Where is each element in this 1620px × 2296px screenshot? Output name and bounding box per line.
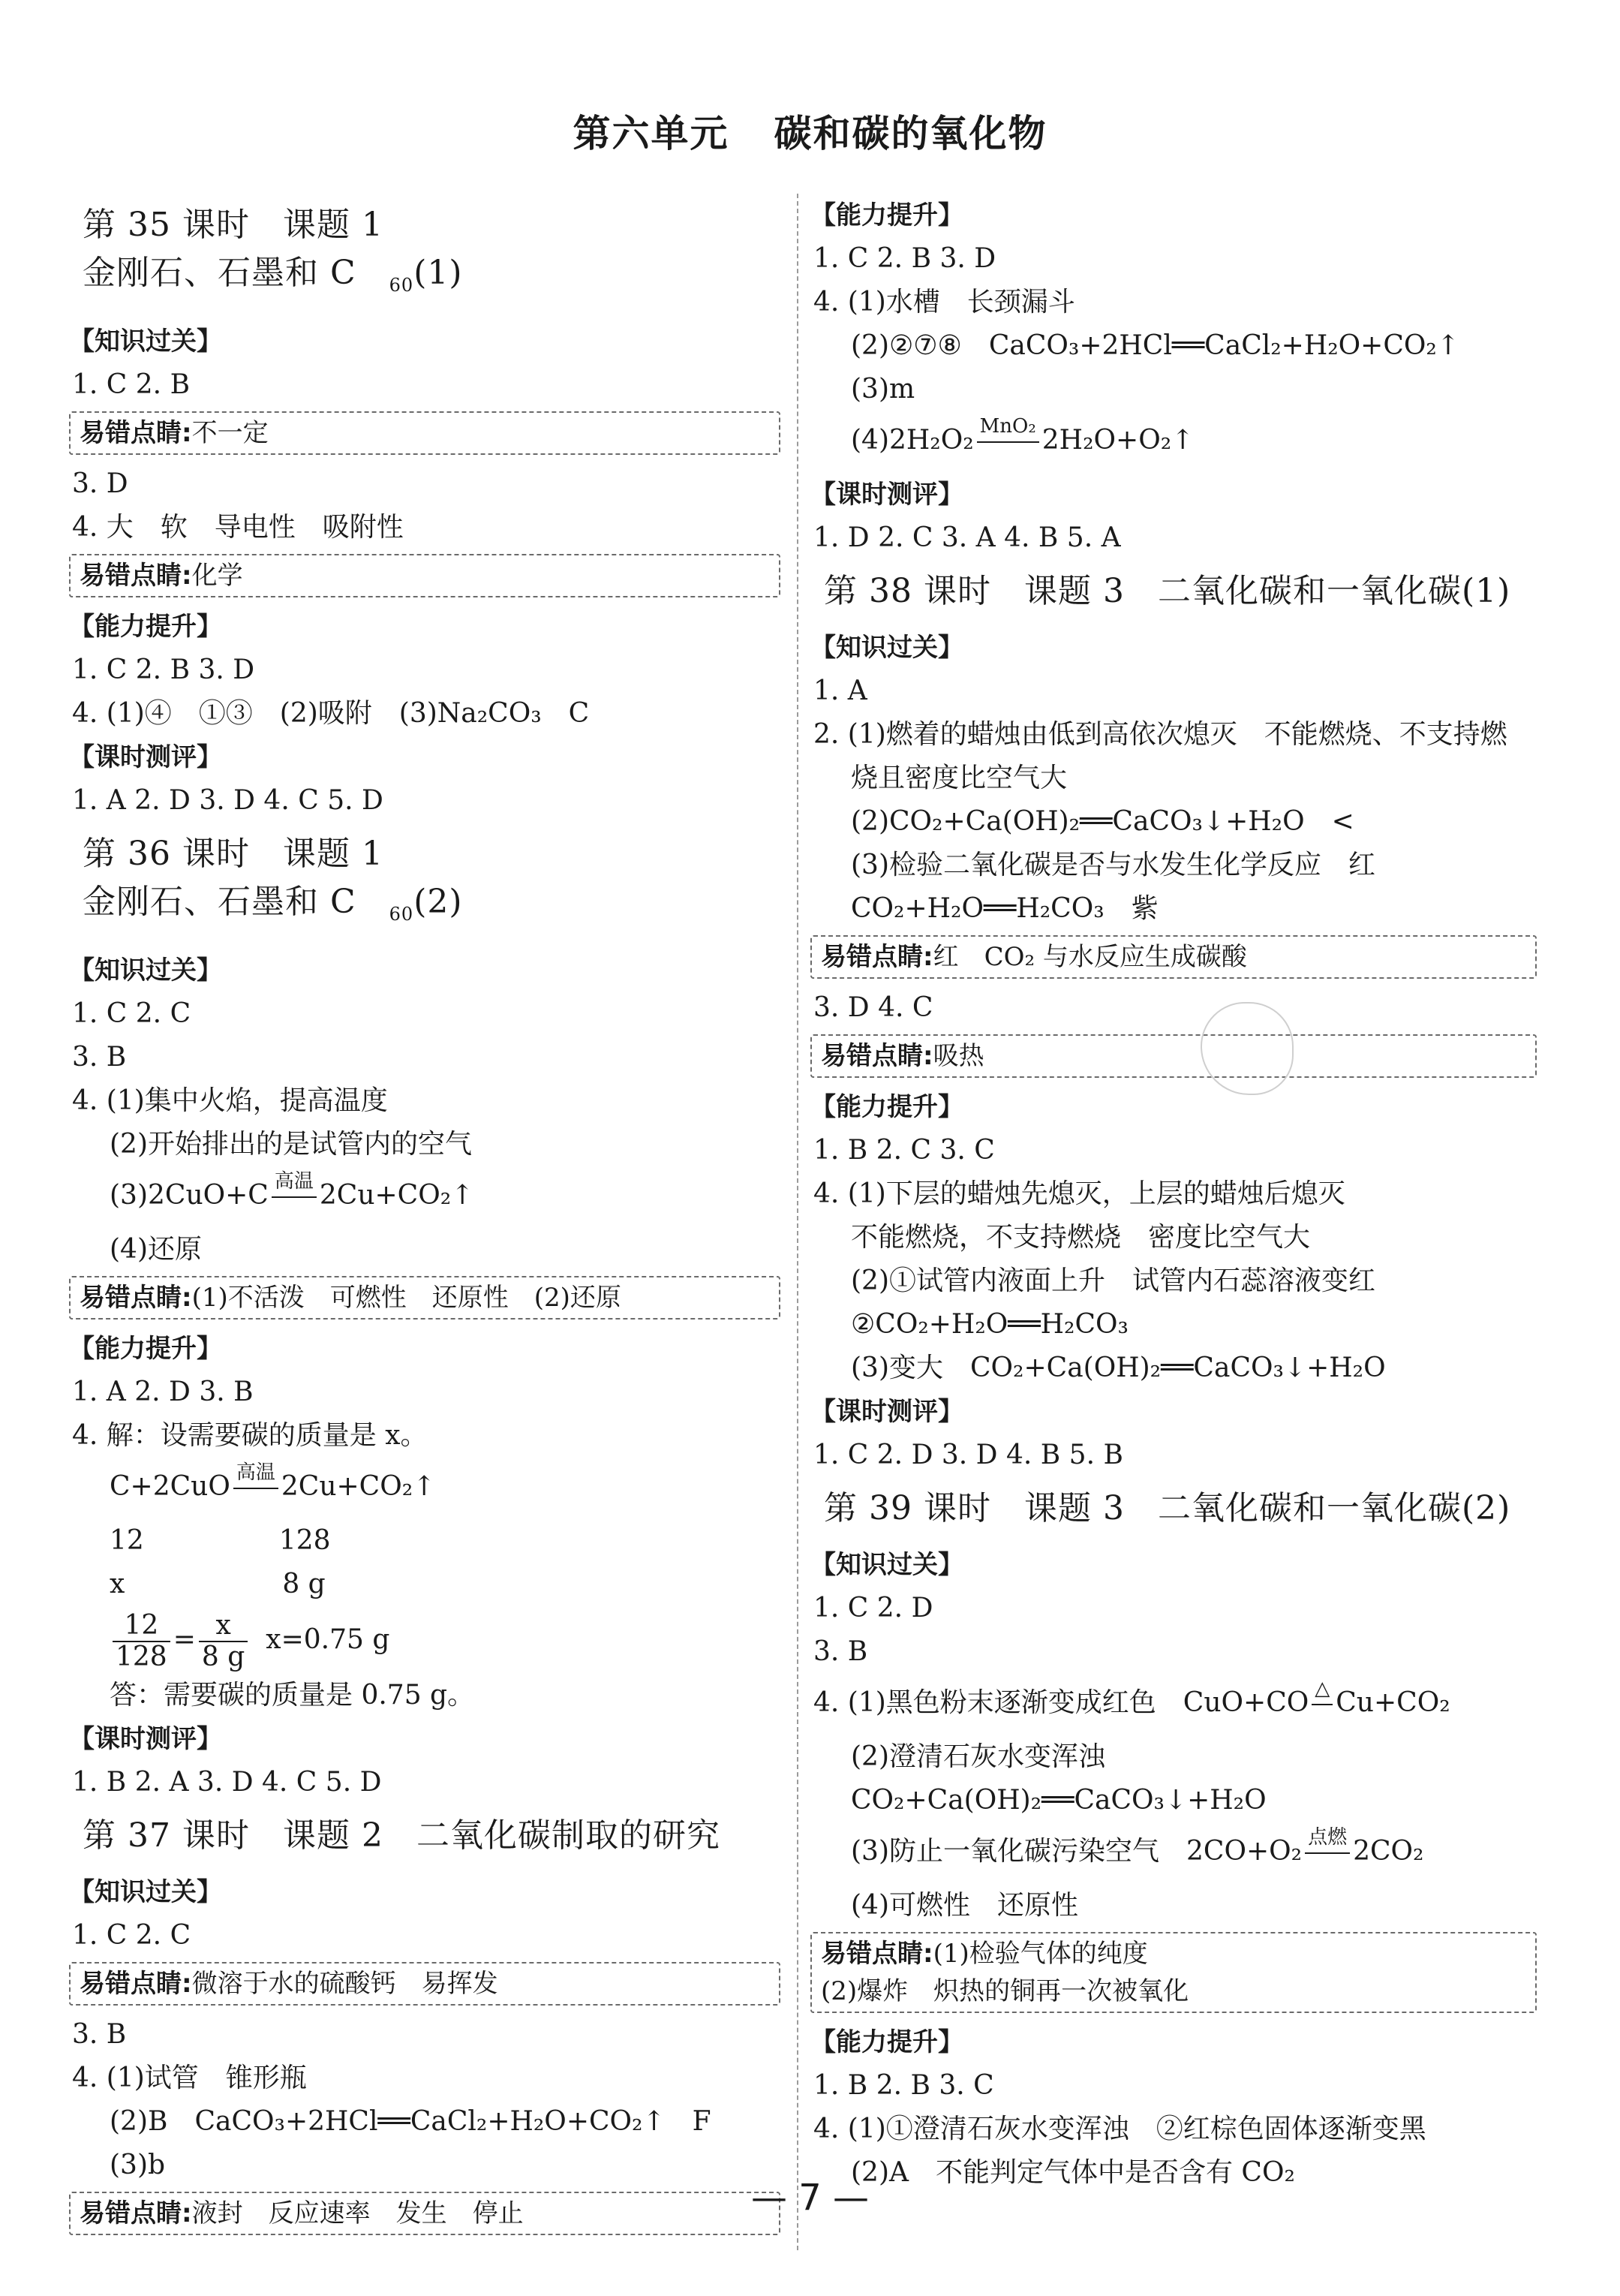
answer-line: (3)检验二氧化碳是否与水发生化学反应 红 [851,850,1375,880]
section-ability: 【能力提升】 [810,1092,963,1122]
section-ability: 【能力提升】 [810,2027,963,2057]
answer-line: 1. B 2. C 3. C [813,1135,995,1166]
mass-line: 12 128 [110,1524,331,1556]
answer-line: 4. (1)④ ①③ (2)吸附 (3)Na₂CO₃ C [72,697,590,729]
answer-line: 烧且密度比空气大 [851,763,1068,793]
error-tip-box: 易错点睛:(1)不活泼 可燃性 还原性 (2)还原 [69,1276,780,1320]
section-knowledge: 【知识过关】 [69,326,222,357]
answer-line: 3. B [72,1041,127,1073]
answer-line: (2)B CaCO₃+2HCl══CaCl₂+H₂O+CO₂↑ F [110,2105,711,2137]
section-knowledge: 【知识过关】 [69,955,222,986]
answer-line: 不能燃烧，不支持燃烧 密度比空气大 [851,1222,1311,1253]
section-ability: 【能力提升】 [810,200,963,230]
answer-line: 3. D 4. C [813,992,933,1023]
error-tip-box: 易错点睛:吸热 [810,1034,1537,1078]
answer-line: 4. (1)下层的蜡烛先熄灭，上层的蜡烛后熄灭 [813,1178,1345,1209]
lesson-heading-36: 第 36 课时 课题 1金刚石、石墨和 C $_{60}$(2) [83,834,463,925]
section-ability: 【能力提升】 [69,1333,222,1364]
answer-line: ②CO₂+H₂O══H₂CO₃ [851,1309,1129,1340]
answer-line: 1. C 2. D 3. D 4. B 5. B [813,1440,1123,1470]
answer-line: (3)b [110,2149,166,2180]
lesson-heading-35: 第 35 课时 课题 1金刚石、石墨和 C $_{60}$(1) [83,206,463,296]
equation-line: 4. (1)黑色粉末逐渐变成红色 CuO+CO △ Cu+CO₂ [810,1674,1531,1735]
equation-line: (4)2H₂O₂ MnO₂ 2H₂O+O₂↑ [810,411,1531,473]
answer-line: (2)澄清石灰水变浑浊 [851,1741,1105,1772]
answer-line: 4. (1)①澄清石灰水变浑浊 ②红棕色固体逐渐变黑 [813,2114,1426,2144]
section-test: 【课时测评】 [69,742,222,772]
right-column [810,194,1531,2195]
lesson-heading-38: 第 38 课时 课题 3 二氧化碳和一氧化碳(1) [824,572,1511,610]
section-knowledge: 【知识过关】 [69,1876,222,1907]
answer-line: 1. C 2. C [72,998,191,1029]
error-tip-box: 易错点睛:红 CO₂ 与水反应生成碳酸 [810,935,1537,979]
answer-line: (3)m [851,374,915,405]
mass-line: x 8 g [110,1568,326,1599]
answer-line: (2)A 不能判定气体中是否含有 CO₂ [851,2157,1295,2188]
answer-line: 1. B 2. B 3. C [813,2070,994,2101]
answer-line: 1. A 2. D 3. D 4. C 5. D [72,784,383,816]
answer-line: 4. 解：设需要碳的质量是 x。 [72,1419,428,1451]
answer-line: (4)还原 [110,1233,202,1265]
answer-line: (4)可燃性 还原性 [851,1890,1078,1921]
answer-line: 3. B [813,1636,868,1667]
equation-line: C+2CuO 高温 2Cu+CO₂↑ [69,1458,789,1519]
answer-line: (2)开始排出的是试管内的空气 [110,1128,472,1160]
error-tip-box: 易错点睛:微溶于水的硫酸钙 易挥发 [69,1962,780,2006]
left-column [69,194,789,2243]
column-divider [797,194,798,2250]
section-knowledge: 【知识过关】 [810,633,963,663]
answer-line: 4. (1)集中火焰，提高温度 [72,1085,388,1116]
lesson-heading-37: 第 37 课时 课题 2 二氧化碳制取的研究 [83,1816,720,1855]
answer-line: 4. (1)试管 锥形瓶 [72,2062,307,2093]
answer-line: 答：需要碳的质量是 0.75 g。 [110,1679,475,1711]
watermark-stamp [1201,1002,1294,1095]
answer-line: (3)变大 CO₂+Ca(OH)₂══CaCO₃↓+H₂O [851,1353,1386,1383]
error-tip-box: 易错点睛:化学 [69,554,780,597]
answer-line: (2)CO₂+Ca(OH)₂══CaCO₃↓+H₂O < [851,806,1354,837]
answer-line: 4. 大 软 导电性 吸附性 [72,511,404,543]
equation-line: (3)防止一氧化碳污染空气 2CO+O₂ 点燃 2CO₂ [810,1822,1531,1884]
unit-label: 第六单元 [573,112,729,155]
answer-line: 1. C 2. C [72,1919,191,1951]
error-tip-box: 易错点睛:(1)检验气体的纯度 (2)爆炸 炽热的铜再一次被氧化 [810,1932,1537,2013]
section-ability: 【能力提升】 [69,611,222,642]
section-knowledge: 【知识过关】 [810,1550,963,1580]
answer-line: 4. (1)水槽 长颈漏斗 [813,287,1075,317]
answer-line: 3. B [72,2018,127,2050]
answer-line: 3. D [72,468,128,499]
answer-line: 1. A [813,676,867,706]
unit-name: 碳和碳的氧化物 [774,112,1047,155]
answer-line: (2)①试管内液面上升 试管内石蕊溶液变红 [851,1265,1375,1296]
section-test: 【课时测评】 [810,480,963,510]
page-number: — 7 — [750,2177,870,2219]
answer-line: CO₂+Ca(OH)₂══CaCO₃↓+H₂O [851,1785,1267,1816]
lesson-heading-39: 第 39 课时 课题 3 二氧化碳和一氧化碳(2) [824,1489,1511,1527]
answer-line: 1. C 2. B [72,369,191,400]
section-test: 【课时测评】 [69,1723,222,1754]
section-test: 【课时测评】 [810,1397,963,1427]
answer-line: 1. A 2. D 3. B [72,1376,254,1407]
answer-line: 1. C 2. B 3. D [72,654,255,685]
equation-line: (3)2CuO+C 高温 2Cu+CO₂↑ [69,1166,789,1228]
error-tip-box: 易错点睛:液封 反应速率 发生 停止 [69,2192,780,2235]
answer-line: 2. (1)燃着的蜡烛由低到高依次熄灭 不能燃烧、不支持燃 [813,719,1507,750]
answer-line: 1. B 2. A 3. D 4. C 5. D [72,1766,382,1798]
proportion-line: $\frac{12}{128}$ = $\frac{x}{8 g}$ x=0.75 g [69,1606,789,1674]
answer-line: CO₂+H₂O══H₂CO₃ 紫 [851,893,1159,924]
page-title [0,104,1620,158]
answer-line: 1. C 2. B 3. D [813,243,996,274]
answer-line: (2)②⑦⑧ CaCO₃+2HCl══CaCl₂+H₂O+CO₂↑ [851,330,1460,361]
answer-line: 1. D 2. C 3. A 4. B 5. A [813,522,1121,553]
answer-line: 1. C 2. D [813,1593,933,1623]
error-tip-box: 易错点睛:不一定 [69,411,780,455]
